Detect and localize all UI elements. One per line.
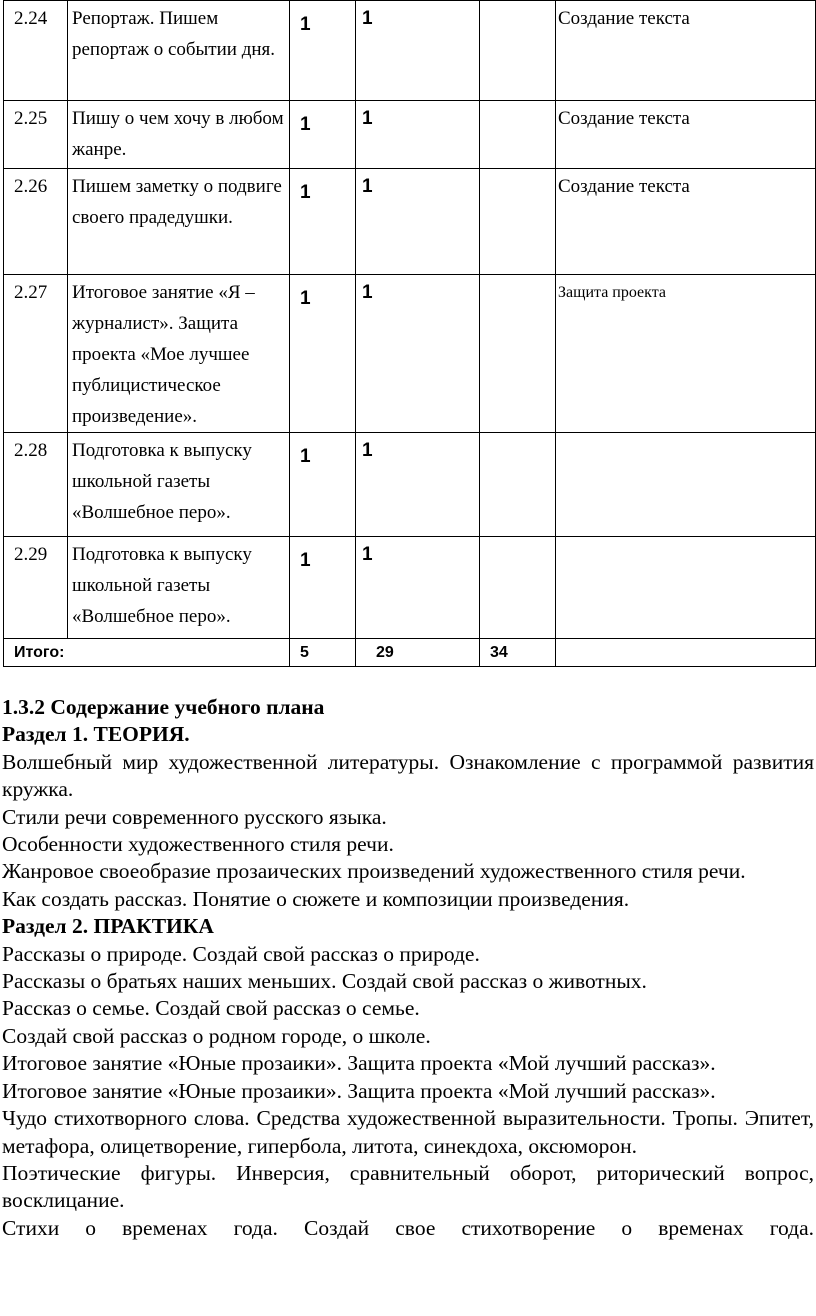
section-2-item: Рассказы о братьях наших меньших. Создай свой рассказ о животных. bbox=[2, 969, 647, 994]
row-hours-total bbox=[480, 101, 556, 169]
section-2-item: Создай свой рассказ о родном городе, о школе. bbox=[2, 1023, 431, 1048]
section-1-item: Волшебный мир художественной литературы. Ознакомление с программой развития кружка. bbox=[2, 749, 814, 802]
table-row bbox=[4, 433, 816, 537]
row-hours-practice: 1 bbox=[356, 101, 480, 169]
row-hours-theory: 1 bbox=[290, 433, 356, 537]
row-hours-total bbox=[480, 433, 556, 537]
table-row bbox=[4, 1, 816, 101]
row-hours-theory: 1 bbox=[290, 101, 356, 169]
row-hours-total bbox=[480, 275, 556, 433]
curriculum-content bbox=[2, 694, 814, 1242]
section-1-item: Особенности художественного стиля речи. bbox=[2, 832, 394, 857]
row-hours-total bbox=[480, 537, 556, 639]
section-2-item: Рассказы о природе. Создай свой рассказ о природе. bbox=[2, 941, 480, 966]
section-2-item: Итоговое занятие «Юные прозаики». Защита проекта «Мой лучший рассказ». bbox=[2, 1078, 716, 1103]
row-hours-theory: 1 bbox=[290, 275, 356, 433]
total-label: Итого: bbox=[4, 639, 290, 667]
row-topic: Пишу о чем хочу в любом жанре. bbox=[68, 101, 290, 169]
row-topic: Подготовка к выпуску школьной газеты «Волшебное перо». bbox=[68, 537, 290, 639]
row-hours-practice: 1 bbox=[356, 275, 480, 433]
table-row bbox=[4, 169, 816, 275]
row-number: 2.25 bbox=[4, 101, 68, 169]
row-hours-practice: 1 bbox=[356, 433, 480, 537]
section-2-item: Рассказ о семье. Создай свой рассказ о семье. bbox=[2, 996, 420, 1021]
row-topic: Репортаж. Пишем репортаж о событии дня. bbox=[68, 1, 290, 101]
row-hours-theory: 1 bbox=[290, 169, 356, 275]
section-2-item: Чудо стихотворного слова. Средства художественной выразительности. Тропы. Эпитет, метафора, олицетворение, гипербола, литота, синекдоха, оксюморон. bbox=[2, 1106, 814, 1158]
table-total-row bbox=[4, 639, 816, 667]
row-number: 2.24 bbox=[4, 1, 68, 101]
row-hours-practice: 1 bbox=[356, 537, 480, 639]
row-number: 2.28 bbox=[4, 433, 68, 537]
row-hours-theory: 1 bbox=[290, 537, 356, 639]
total-hours-theory: 5 bbox=[290, 639, 356, 667]
table-row bbox=[4, 537, 816, 639]
row-control-form bbox=[556, 537, 816, 639]
section-1-item: Жанровое своеобразие прозаических произведений художественного стиля речи. bbox=[2, 859, 746, 884]
section-2-item: Стихи о временах года. Создай свое стихотворение о временах года. bbox=[2, 1215, 814, 1240]
row-topic: Итоговое занятие «Я – журналист». Защита проекта «Мое лучшее публицистическое произведение». bbox=[68, 275, 290, 433]
section-2-item: Поэтические фигуры. Инверсия, сравнительный оборот, риторический вопрос, восклицание. bbox=[2, 1160, 814, 1213]
section-2-item: Итоговое занятие «Юные прозаики». Защита проекта «Мой лучший рассказ». bbox=[2, 1051, 716, 1076]
row-hours-theory: 1 bbox=[290, 1, 356, 101]
row-control-form: Создание текста bbox=[556, 169, 816, 275]
section-2-title: Раздел 2. ПРАКТИКА bbox=[2, 914, 214, 939]
content-heading: 1.3.2 Содержание учебного плана bbox=[2, 695, 325, 719]
table-row bbox=[4, 275, 816, 433]
row-number: 2.29 bbox=[4, 537, 68, 639]
row-hours-total bbox=[480, 169, 556, 275]
curriculum-table bbox=[3, 0, 816, 667]
row-control-form: Защита проекта bbox=[556, 275, 816, 433]
row-topic: Пишем заметку о подвиге своего прадедушки. bbox=[68, 169, 290, 275]
row-hours-total bbox=[480, 1, 556, 101]
row-control-form: Создание текста bbox=[556, 1, 816, 101]
row-number: 2.27 bbox=[4, 275, 68, 433]
row-hours-practice: 1 bbox=[356, 169, 480, 275]
total-control-form bbox=[556, 639, 816, 667]
table-row bbox=[4, 101, 816, 169]
row-control-form bbox=[556, 433, 816, 537]
total-hours-total: 34 bbox=[480, 639, 556, 667]
row-control-form: Создание текста bbox=[556, 101, 816, 169]
row-topic: Подготовка к выпуску школьной газеты «Волшебное перо». bbox=[68, 433, 290, 537]
section-1-item: Стили речи современного русского языка. bbox=[2, 804, 387, 829]
row-hours-practice: 1 bbox=[356, 1, 480, 101]
section-1-title: Раздел 1. ТЕОРИЯ. bbox=[2, 722, 190, 747]
section-1-item: Как создать рассказ. Понятие о сюжете и композиции произведения. bbox=[2, 886, 630, 911]
row-number: 2.26 bbox=[4, 169, 68, 275]
total-hours-practice: 29 bbox=[356, 639, 480, 667]
